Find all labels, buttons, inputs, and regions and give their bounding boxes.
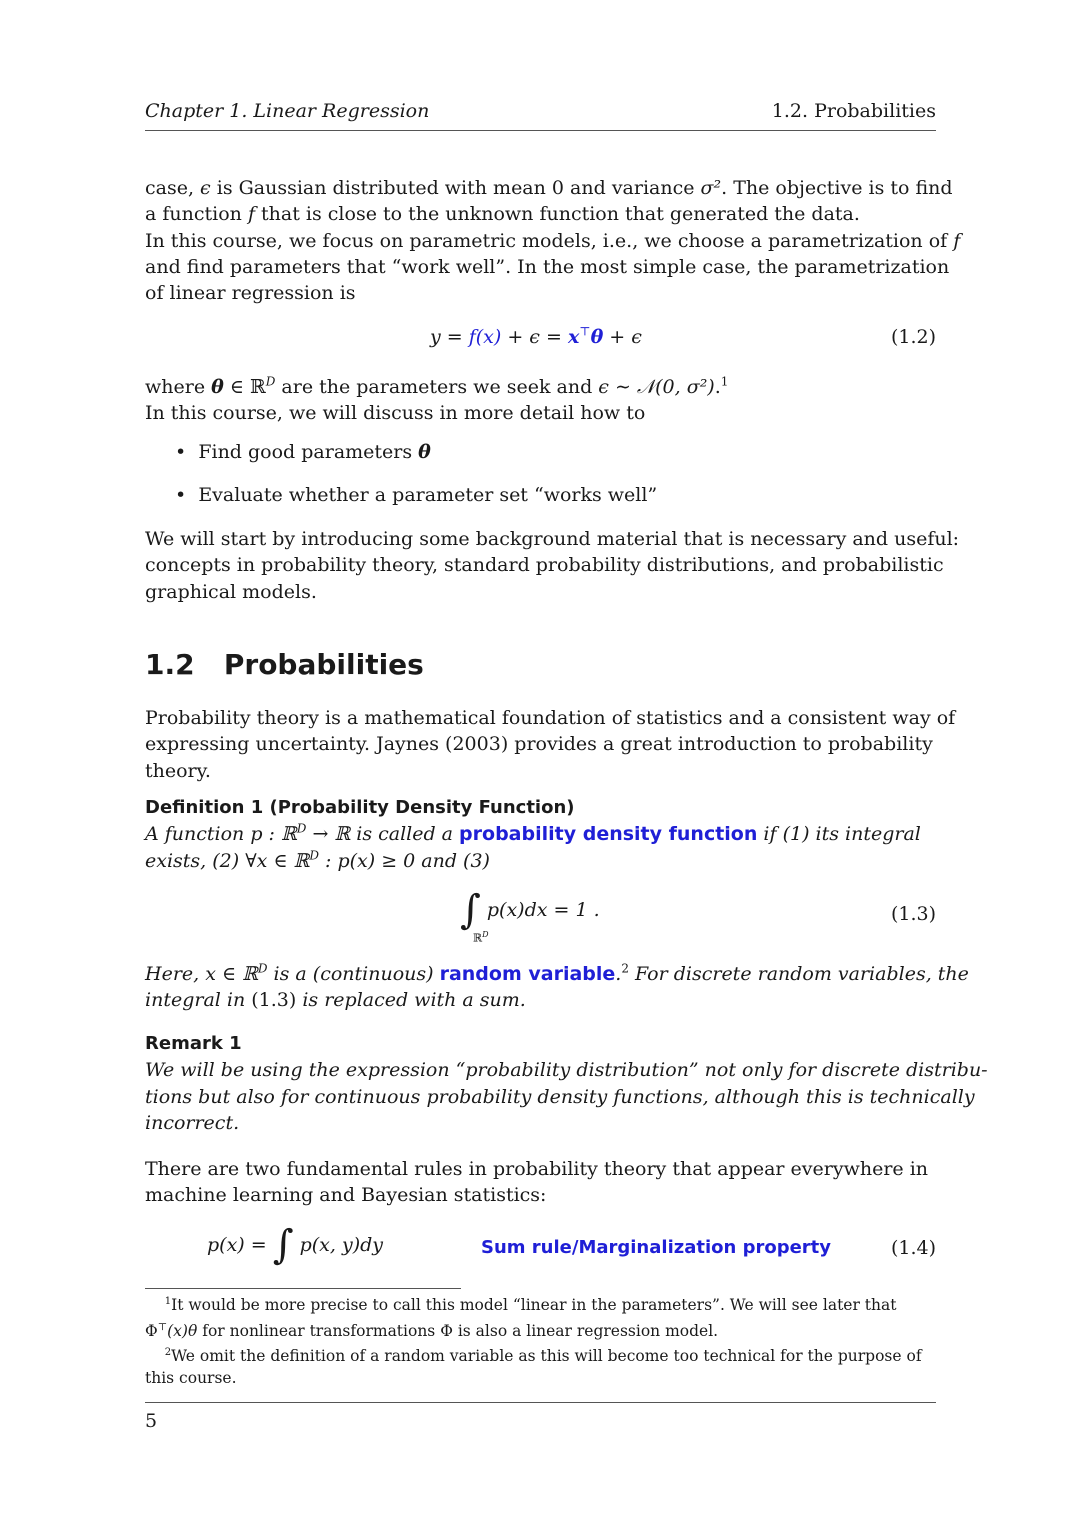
- section-number: 1.2: [145, 648, 195, 681]
- equation-1-2: [145, 326, 936, 356]
- text-line: a function f that is close to the unknown function that generated the data.: [145, 203, 860, 226]
- footnote-1: $^1$It would be more precise to call this model “linear in the parameters”. We will see later that: [164, 1296, 897, 1315]
- integral-sign: ∫: [460, 887, 481, 933]
- intro-paragraph: [145, 175, 961, 306]
- text-line: tions but also for continuous probability density functions, although this is technically: [145, 1085, 975, 1108]
- header-chapter-title: Chapter 1. Linear Regression: [145, 100, 430, 122]
- list-item: • Evaluate whether a parameter set “works well”: [175, 484, 658, 506]
- equation-number: (1.3): [890, 903, 936, 925]
- text-line: case, ϵ is Gaussian distributed with mean 0 and variance σ². The objective is to find: [145, 177, 953, 199]
- text-line: machine learning and Bayesian statistics:: [145, 1184, 547, 1207]
- text-line: concepts in probability theory, standard probability distributions, and probabilistic: [145, 554, 944, 577]
- section-heading: [145, 648, 424, 681]
- rules-paragraph: [145, 1156, 936, 1209]
- equation-body: y = f(x) + ϵ = x⊤θ + ϵ: [430, 324, 642, 348]
- equation-reference[interactable]: (1.3): [251, 989, 297, 1012]
- header-section-title: 1.2. Probabilities: [771, 100, 936, 122]
- text-line: incorrect.: [145, 1111, 240, 1134]
- text-line: this course.: [145, 1368, 237, 1387]
- probability-intro-paragraph: [145, 705, 956, 784]
- text-line: where θ ∈ ℝ$^D$ are the parameters we seek and ϵ ∼ 𝒩(0, σ²).$^1$: [145, 374, 729, 398]
- text-line: integral in (1.3) is replaced with a sum.: [145, 989, 526, 1012]
- definition-block: [145, 795, 936, 874]
- footnote-ref-2[interactable]: 2: [621, 961, 629, 976]
- equation-number: (1.2): [890, 326, 936, 348]
- text-line: and find parameters that “work well”. In the most simple case, the parametrization: [145, 255, 950, 278]
- text-line: There are two fundamental rules in probability theory that appear everywhere in: [145, 1158, 929, 1180]
- equation-1-4: [145, 1222, 936, 1277]
- text-line: Φ⊤(x)θ for nonlinear transformations Φ is also a linear regression model.: [145, 1321, 719, 1340]
- equation-link-fx[interactable]: f(x): [468, 326, 502, 348]
- integral-domain: ℝ$^D$: [473, 930, 489, 945]
- equation-body: ∫ p(x)dx = 1 .: [460, 887, 600, 933]
- remark-heading: Remark 1: [145, 1033, 242, 1054]
- remark-block: [145, 1031, 988, 1136]
- bullet-icon: •: [175, 484, 187, 506]
- running-header: [145, 100, 936, 131]
- footer-separator: [145, 1402, 936, 1403]
- term-link-pdf[interactable]: probability density function: [459, 823, 758, 846]
- text-line: We will be using the expression “probability distribution” not only for discrete distribu-: [145, 1059, 988, 1082]
- text-line: Here, x ∈ ℝ$^D$ is a (continuous) random variable.$^2$ For discrete random variables, the: [145, 961, 969, 985]
- footnote-separator: [145, 1288, 461, 1289]
- sum-rule-label: Sum rule/Marginalization property: [481, 1237, 832, 1258]
- text-line: We will start by introducing some background material that is necessary and useful:: [145, 528, 960, 550]
- background-paragraph: [145, 526, 960, 605]
- definition-heading: Definition 1 (Probability Density Function): [145, 797, 575, 818]
- integral-sign: ∫: [272, 1222, 294, 1268]
- equation-number: (1.4): [890, 1237, 936, 1259]
- bullet-icon: •: [175, 441, 187, 463]
- footnotes: [145, 1291, 936, 1389]
- footnote-2: $^2$We omit the definition of a random variable as this will become too technical for the purpose of: [164, 1347, 922, 1366]
- list-item: • Find good parameters θ: [175, 441, 431, 463]
- text-line: A function p : ℝ$^D$ → ℝ is called a probability density function if (1) its integral: [145, 821, 921, 846]
- text-line: Probability theory is a mathematical foundation of statistics and a consistent way of: [145, 707, 956, 729]
- text-line: exists, (2) ∀x ∈ ℝ$^D$ : p(x) ≥ 0 and (3): [145, 848, 490, 872]
- text-line: graphical models.: [145, 580, 317, 603]
- here-paragraph: [145, 961, 969, 1014]
- text-line: In this course, we will discuss in more detail how to: [145, 402, 646, 425]
- text-line: expressing uncertainty. Jaynes (2003) provides a great introduction to probability: [145, 733, 933, 756]
- text-line: theory.: [145, 759, 211, 782]
- text-line: In this course, we focus on parametric models, i.e., we choose a parametrization of f: [145, 229, 961, 252]
- term-link-random-variable[interactable]: random variable: [439, 963, 616, 985]
- section-title: Probabilities: [223, 648, 424, 681]
- footnote-ref-1[interactable]: 1: [720, 374, 729, 389]
- text-line: of linear regression is: [145, 282, 356, 305]
- equation-body: p(x) = ∫ p(x, y)dy: [207, 1222, 384, 1268]
- where-paragraph: [145, 374, 936, 427]
- equation-1-3: [145, 887, 936, 946]
- page-number: 5: [145, 1410, 158, 1432]
